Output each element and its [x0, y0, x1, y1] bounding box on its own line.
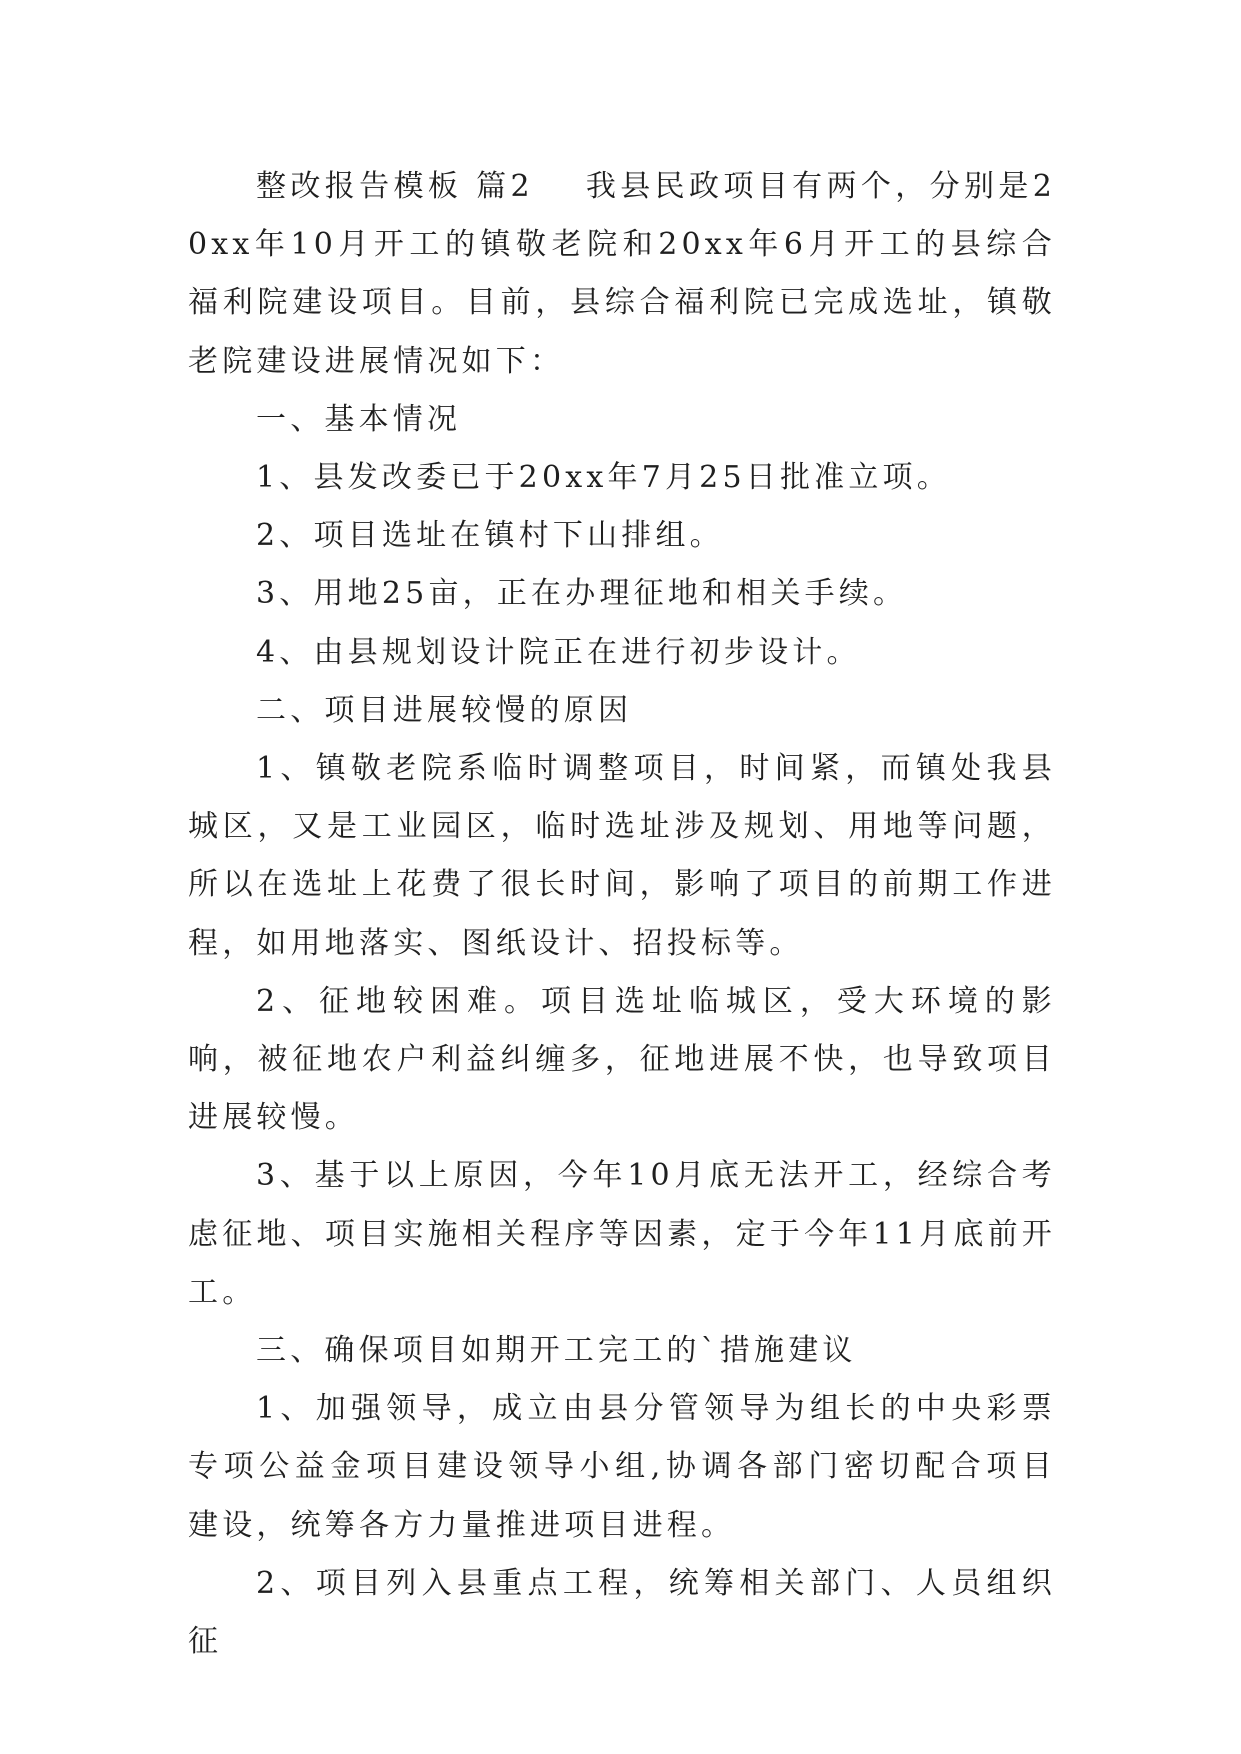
paragraph: 2、项目选址在镇村下山排组。 [256, 518, 724, 554]
section-heading-3: 三、确保项目如期开工完工的`措施建议 [256, 1333, 857, 1369]
paragraph: 4、由县规划设计院正在进行初步设计。 [256, 634, 861, 670]
paragraph: 1、加强领导，成立由县分管领导为组长的中央彩票专项公益金项目建设领导小组,协调各部门密切配合项目建设，统筹各方力量推进项目进程。 [188, 1391, 1056, 1543]
document-body [188, 158, 1056, 1671]
paragraph: 2、征地较困难。项目选址临城区，受大环境的影响，被征地农户利益纠缠多，征地进展不快，也导致项目进展较慢。 [188, 983, 1056, 1136]
section-heading-1: 一、基本情况 [256, 401, 462, 437]
paragraph: 3、基于以上原因，今年10月底无法开工，经综合考虑征地、项目实施相关程序等因素，定于今年11月底前开工。 [188, 1158, 1056, 1310]
document-title: 整改报告模板 篇2 [256, 169, 534, 204]
title-paragraph [188, 158, 1056, 391]
paragraph: 1、县发改委已于20xx年7月25日批准立项。 [256, 460, 951, 496]
intro-text: 我县民政项目有两个，分别是20xx年10月开工的镇敬老院和20xx年6月开工的县综合福利院建设项目。目前，县综合福利院已完成选址，镇敬老院建设进展情况如下： [188, 169, 1056, 379]
section-heading-2: 二、项目进展较慢的原因 [256, 692, 633, 728]
paragraph: 1、镇敬老院系临时调整项目，时间紧，而镇处我县城区，又是工业园区，临时选址涉及规划、用地等问题，所以在选址上花费了很长时间，影响了项目的前期工作进程，如用地落实、图纸设计、招投标等。 [188, 751, 1056, 961]
paragraph: 3、用地25亩，正在办理征地和相关手续。 [256, 576, 908, 612]
paragraph: 2、项目列入县重点工程，统筹相关部门、人员组织征 [188, 1565, 1056, 1660]
